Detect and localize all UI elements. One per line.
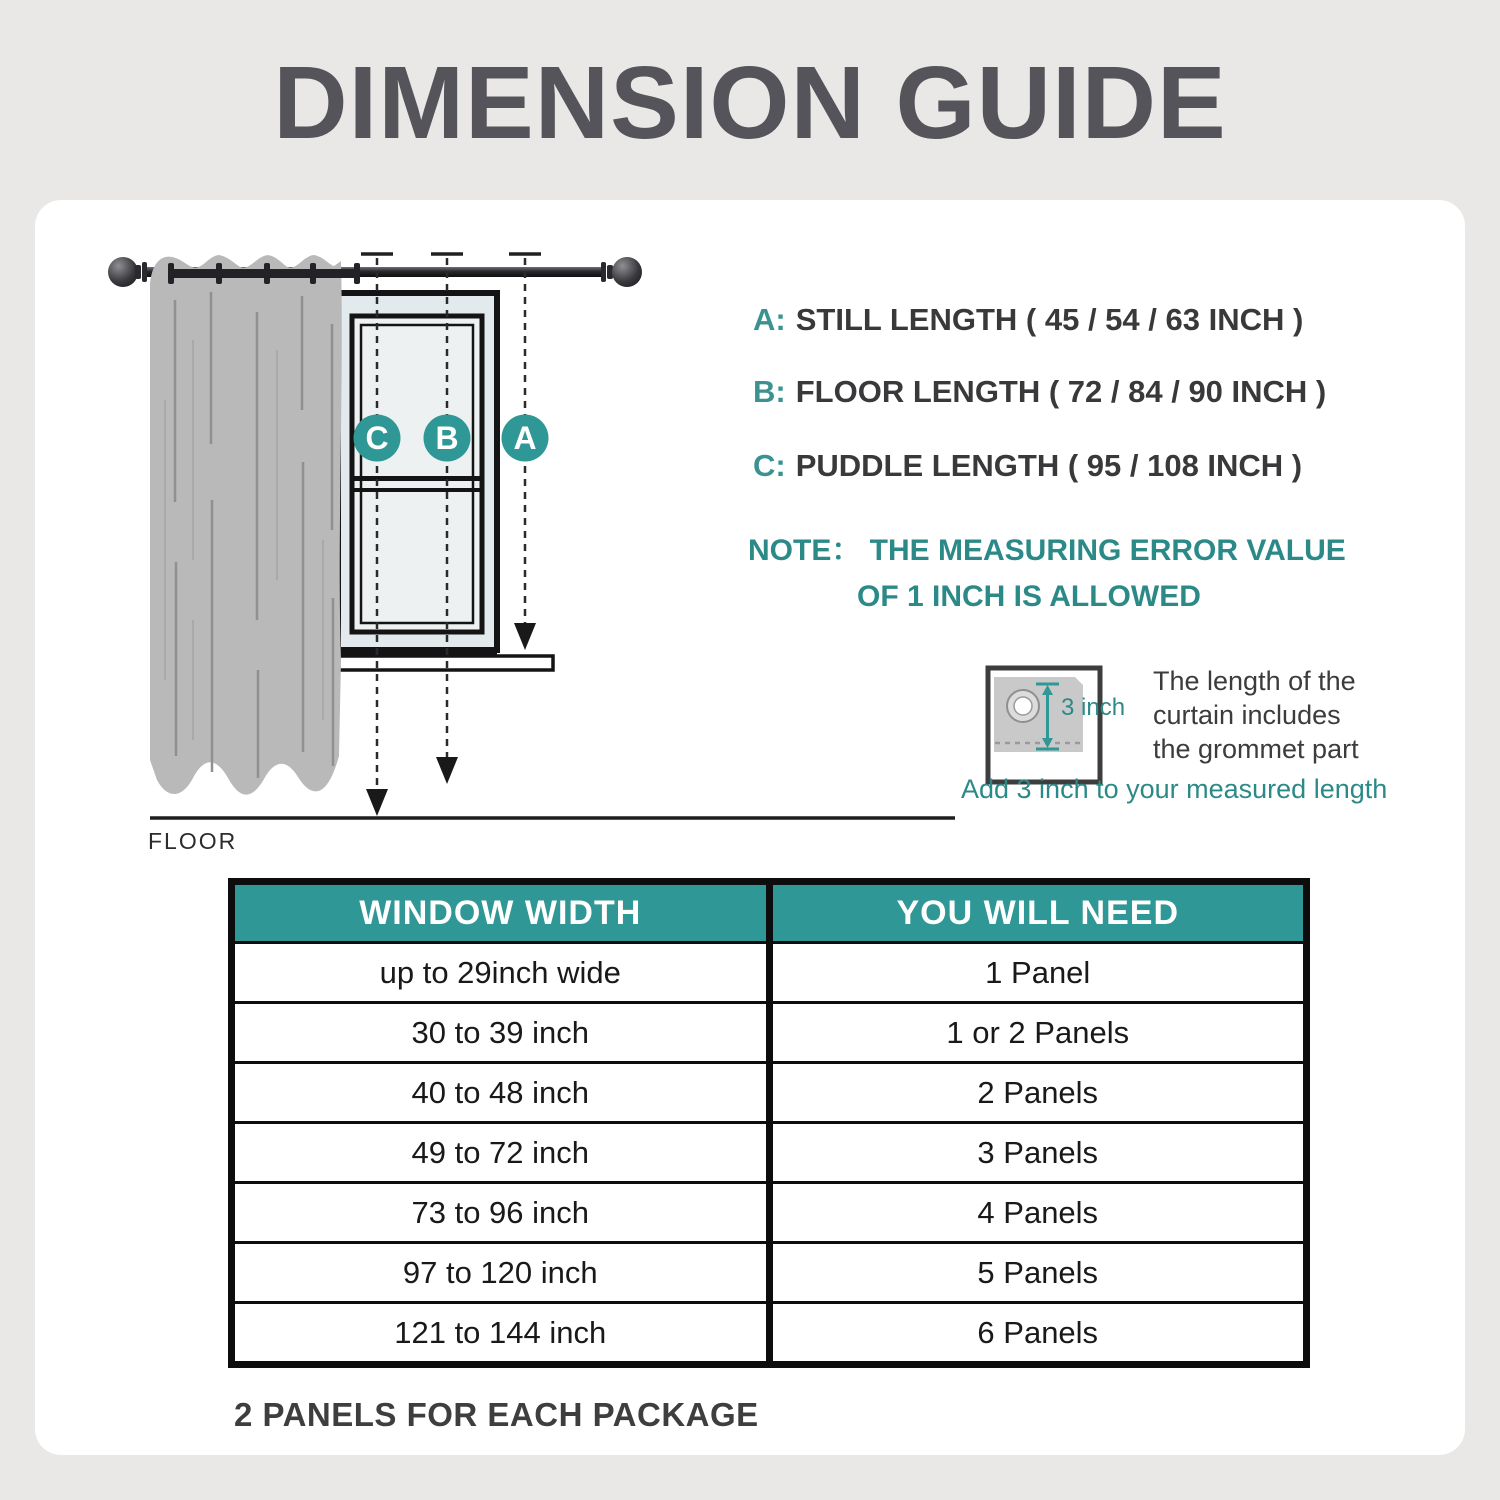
cell-panels-needed: 1 or 2 Panels	[769, 1003, 1307, 1063]
table-row	[232, 1123, 1307, 1183]
cell-panels-needed: 4 Panels	[769, 1183, 1307, 1243]
length-legend	[748, 302, 1346, 613]
note-line-2: OF 1 INCH IS ALLOWED	[857, 580, 1201, 613]
window-sill-edge	[337, 650, 497, 657]
curtain-fabric	[150, 255, 342, 795]
table-row	[232, 1183, 1307, 1243]
cell-window-width: 97 to 120 inch	[232, 1243, 770, 1303]
floor	[148, 818, 955, 854]
grommet-tip: Add 3 inch to your measured length	[961, 774, 1388, 804]
badge-c-label: C	[365, 420, 389, 456]
cell-window-width: 30 to 39 inch	[232, 1003, 770, 1063]
window-sill	[337, 656, 553, 670]
arrow-a	[514, 623, 536, 650]
window-sash	[352, 316, 482, 632]
cell-window-width: 49 to 72 inch	[232, 1123, 770, 1183]
badge-a-label: A	[513, 420, 537, 456]
grommet-desc-2: curtain includes	[1153, 700, 1341, 730]
table-header-row	[232, 882, 1307, 943]
rod-collar	[135, 265, 141, 279]
measure-line-a	[502, 254, 549, 650]
rod-finial-right	[612, 257, 642, 287]
table-row	[232, 943, 1307, 1003]
rod-collar	[601, 262, 606, 282]
window	[337, 293, 553, 670]
note-line-1: NOTE： THE MEASURING ERROR VALUE	[748, 534, 1346, 567]
panel-size-table	[228, 878, 1310, 1368]
grommet-hole-icon	[1014, 697, 1032, 715]
table-row	[232, 1063, 1307, 1123]
measurement-diagram	[35, 200, 1465, 860]
window-mid-rail	[352, 476, 482, 481]
cell-window-width: 40 to 48 inch	[232, 1063, 770, 1123]
legend-line-c: C: PUDDLE LENGTH ( 95 / 108 INCH )	[753, 448, 1303, 483]
table-header-you-will-need: YOU WILL NEED	[769, 882, 1307, 943]
cell-panels-needed: 2 Panels	[769, 1063, 1307, 1123]
table-row	[232, 1243, 1307, 1303]
cell-window-width: 73 to 96 inch	[232, 1183, 770, 1243]
table-header-window-width: WINDOW WIDTH	[232, 882, 770, 943]
page-title: DIMENSION GUIDE	[273, 45, 1227, 160]
cell-panels-needed: 3 Panels	[769, 1123, 1307, 1183]
grommet-measure-label: 3 inch	[1061, 694, 1126, 721]
legend-line-a: A: STILL LENGTH ( 45 / 54 / 63 INCH )	[753, 302, 1304, 337]
badge-b-label: B	[435, 420, 459, 456]
arrow-c	[366, 789, 388, 816]
curtain-panel	[150, 255, 360, 795]
cell-window-width: 121 to 144 inch	[232, 1303, 770, 1365]
cell-panels-needed: 6 Panels	[769, 1303, 1307, 1365]
rod-collar	[142, 262, 147, 282]
rod-finial-left	[108, 257, 138, 287]
content-card	[35, 200, 1465, 1455]
package-footnote: 2 PANELS FOR EACH PACKAGE	[234, 1396, 759, 1433]
grommet-desc-1: The length of the	[1153, 666, 1356, 696]
cell-window-width: up to 29inch wide	[232, 943, 770, 1003]
grommet-inset	[961, 666, 1387, 804]
window-mid-rail-2	[352, 488, 482, 492]
table-row	[232, 1003, 1307, 1063]
grommet-desc-3: the grommet part	[1153, 734, 1359, 764]
cell-panels-needed: 1 Panel	[769, 943, 1307, 1003]
arrow-b	[436, 757, 458, 784]
table-row	[232, 1303, 1307, 1365]
legend-line-b: B: FLOOR LENGTH ( 72 / 84 / 90 INCH )	[753, 374, 1327, 409]
floor-label: FLOOR	[148, 828, 238, 854]
cell-panels-needed: 5 Panels	[769, 1243, 1307, 1303]
